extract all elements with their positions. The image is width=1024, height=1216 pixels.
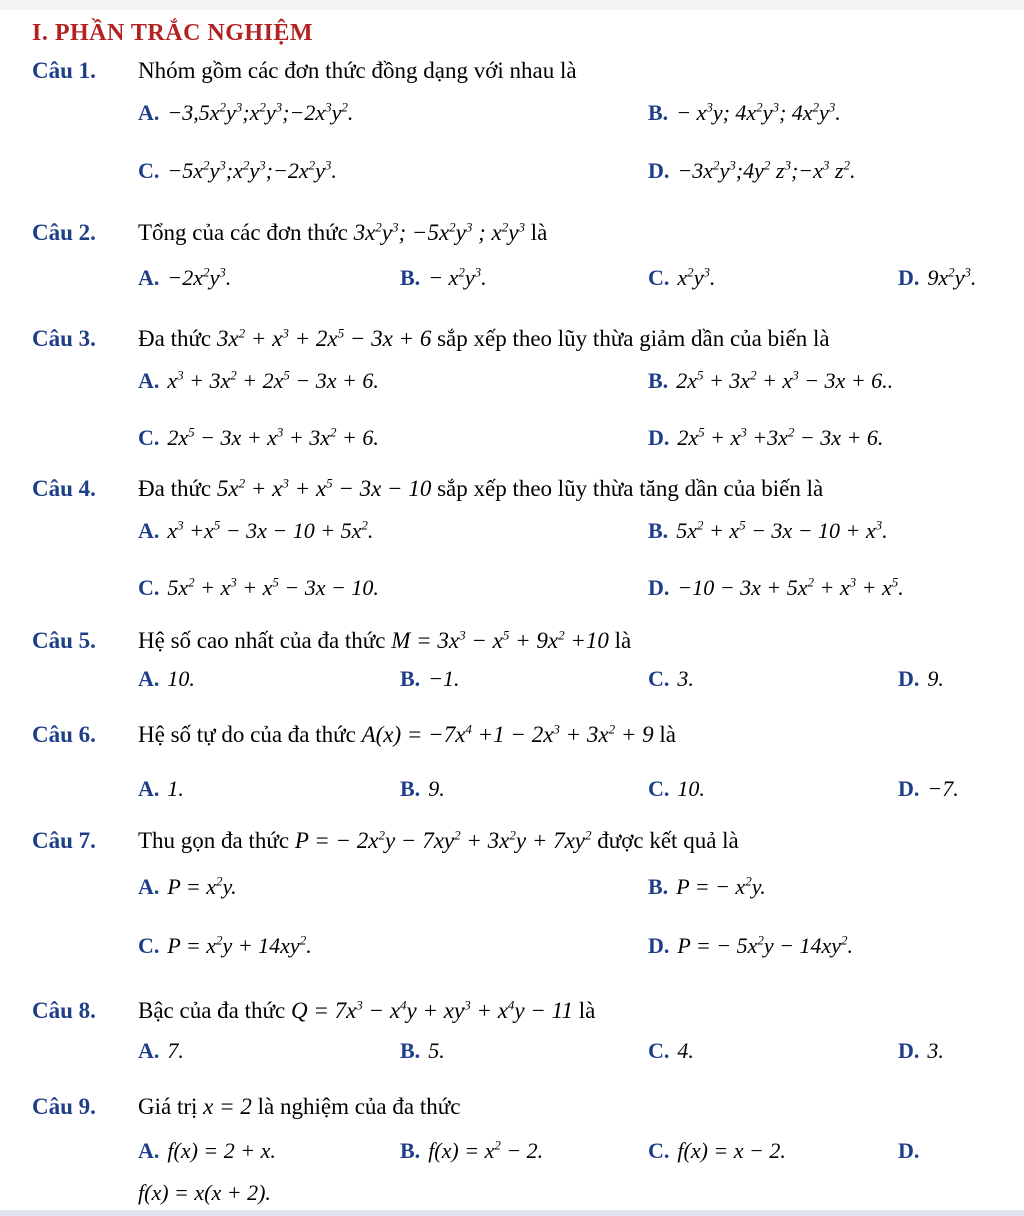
answer-option-a[interactable] bbox=[138, 1038, 184, 1064]
option-letter: C. bbox=[648, 1138, 670, 1163]
section-title: I. PHẦN TRẮC NGHIỆM bbox=[32, 20, 314, 46]
answer-option-b[interactable] bbox=[400, 1138, 543, 1164]
option-content: −1. bbox=[428, 666, 460, 691]
option-content: $P = x^2y$. bbox=[167, 873, 237, 899]
option-letter: B. bbox=[400, 1038, 421, 1063]
option-letter: B. bbox=[400, 1138, 421, 1163]
option-letter: D. bbox=[898, 776, 920, 801]
option-letter: D. bbox=[898, 265, 920, 290]
option-letter: C. bbox=[138, 575, 160, 600]
option-content: 4. bbox=[677, 1038, 694, 1063]
question-text: Bậc của đa thức $Q = 7x^3 - x^4y + xy^3 + x^4y - 11$ là bbox=[138, 997, 596, 1023]
option-letter: C. bbox=[648, 776, 670, 801]
option-content: $-3x^2y^3;4y^2$ $z^3;-x^3$ $z^2$. bbox=[677, 157, 856, 183]
question-number: Câu 8. bbox=[32, 998, 96, 1023]
option-content: −7. bbox=[927, 776, 959, 801]
option-content: 5. bbox=[428, 1038, 445, 1063]
option-letter: D. bbox=[648, 933, 670, 958]
option-content: $P = x^2y + 14xy^2$. bbox=[167, 932, 312, 958]
answer-option-d[interactable] bbox=[898, 265, 976, 291]
answer-option-c[interactable] bbox=[648, 265, 715, 291]
question-text: Giá trị x = 2 là nghiệm của đa thức bbox=[138, 1094, 461, 1119]
option-letter: A. bbox=[138, 1138, 160, 1163]
answer-option-c[interactable] bbox=[138, 158, 337, 184]
option-content: $x^2y^3$. bbox=[677, 264, 716, 290]
bottom-edge-strip bbox=[0, 1210, 1024, 1216]
option-content: $2x^5 + x^3 +3x^2 - 3x + 6$. bbox=[677, 424, 884, 450]
answer-option-b[interactable] bbox=[648, 874, 766, 900]
question-number: Câu 9. bbox=[32, 1094, 96, 1119]
answer-option-d[interactable] bbox=[648, 425, 883, 451]
answer-option-b[interactable] bbox=[648, 100, 841, 126]
option-content: $2x^5 - 3x + x^3 + 3x^2 + 6$. bbox=[167, 424, 379, 450]
option-letter: D. bbox=[648, 425, 670, 450]
answer-option-d[interactable] bbox=[898, 666, 944, 692]
answer-option-a[interactable] bbox=[138, 518, 373, 544]
answer-option-a[interactable] bbox=[138, 265, 231, 291]
question-number: Câu 5. bbox=[32, 628, 96, 653]
option-letter: B. bbox=[648, 874, 669, 899]
answer-option-a[interactable] bbox=[138, 776, 184, 802]
option-content: $9x^2y^3$. bbox=[927, 264, 977, 290]
option-content: $-3,5x^2y^3;x^2y^3;-2x^3y^2$. bbox=[167, 99, 354, 125]
option-letter: A. bbox=[138, 776, 160, 801]
option-content: $f(x) = x^2 - 2$. bbox=[428, 1137, 544, 1163]
option-content: 3. bbox=[927, 1038, 944, 1063]
option-content: f(x) = x − 2. bbox=[677, 1138, 786, 1163]
question-text: Đa thức $5x^2 + x^3 + x^5 - 3x - 10$ sắp xếp theo lũy thừa tăng dần của biến là bbox=[138, 475, 824, 501]
top-edge-strip bbox=[0, 0, 1024, 10]
answer-option-b[interactable] bbox=[400, 1038, 445, 1064]
question-text: Nhóm gồm các đơn thức đồng dạng với nhau là bbox=[138, 58, 577, 83]
option-letter: B. bbox=[648, 100, 669, 125]
answer-option-a[interactable] bbox=[138, 874, 237, 900]
question-number: Câu 4. bbox=[32, 476, 96, 501]
option-letter: D. bbox=[648, 158, 670, 183]
answer-option-c[interactable] bbox=[648, 1138, 786, 1164]
question-text: Hệ số tự do của đa thức $A(x) = -7x^4 +1 - 2x^3 + 3x^2 + 9$ là bbox=[138, 721, 677, 747]
option-content: 3. bbox=[677, 666, 694, 691]
option-content: 9. bbox=[428, 776, 445, 801]
answer-option-b[interactable] bbox=[648, 518, 888, 544]
answer-option-d[interactable] bbox=[648, 158, 855, 184]
answer-option-b[interactable] bbox=[400, 265, 487, 291]
option-letter: C. bbox=[138, 158, 160, 183]
answer-option-b[interactable] bbox=[400, 776, 445, 802]
option-letter: A. bbox=[138, 1038, 160, 1063]
answer-option-a[interactable] bbox=[138, 1138, 276, 1164]
option-content: f(x) = 2 + x. bbox=[167, 1138, 276, 1163]
option-content: $-10 - 3x + 5x^2 + x^3 + x^5$. bbox=[677, 574, 904, 600]
option-letter: B. bbox=[400, 776, 421, 801]
option-letter: C. bbox=[138, 933, 160, 958]
option-letter: D. bbox=[648, 575, 670, 600]
question-number: Câu 7. bbox=[32, 828, 96, 853]
option-content: $5x^2 + x^3 + x^5 - 3x - 10$. bbox=[167, 574, 379, 600]
option-letter: A. bbox=[138, 368, 160, 393]
question-number: Câu 1. bbox=[32, 58, 96, 83]
option-letter: C. bbox=[648, 1038, 670, 1063]
answer-option-a[interactable] bbox=[138, 100, 353, 126]
option-content: $-5x^2y^3;x^2y^3;-2x^2y^3$. bbox=[167, 157, 337, 183]
answer-option-d[interactable] bbox=[648, 933, 853, 959]
answer-option-c[interactable] bbox=[648, 1038, 694, 1064]
answer-option-d-content[interactable]: f(x) = x(x + 2). bbox=[138, 1180, 271, 1205]
option-content: 10. bbox=[167, 666, 195, 691]
option-content: P = − $5x^2y - 14xy^2$. bbox=[677, 932, 854, 958]
question-number: Câu 3. bbox=[32, 326, 96, 351]
option-letter: B. bbox=[648, 518, 669, 543]
option-letter: A. bbox=[138, 874, 160, 899]
question-text: Đa thức $3x^2 + x^3 + 2x^5 - 3x + 6$ sắp xếp theo lũy thừa giảm dần của biến là bbox=[138, 325, 830, 351]
option-content: − $x^3y$; $4x^2y^3$; $4x^2y^3$. bbox=[676, 99, 841, 125]
option-letter: D. bbox=[898, 1138, 920, 1163]
option-letter: A. bbox=[138, 518, 160, 543]
option-letter: C. bbox=[648, 666, 670, 691]
option-content: − $x^2y^3$. bbox=[428, 264, 487, 290]
option-letter: C. bbox=[138, 425, 160, 450]
answer-option-c[interactable] bbox=[138, 425, 379, 451]
question-text: Tổng của các đơn thức $3x^2y^3$; $-5x^2y^3$ ; $x^2y^3$ là bbox=[138, 219, 548, 245]
answer-option-d[interactable] bbox=[898, 1138, 927, 1164]
question-text: Hệ số cao nhất của đa thức $M = 3x^3 - x^5 + 9x^2 +10$ là bbox=[138, 627, 632, 653]
answer-option-d[interactable] bbox=[898, 1038, 944, 1064]
answer-option-d[interactable] bbox=[648, 575, 904, 601]
option-content: $-2x^2y^3$. bbox=[167, 264, 232, 290]
option-letter: D. bbox=[898, 1038, 920, 1063]
option-letter: B. bbox=[648, 368, 669, 393]
option-letter: B. bbox=[400, 265, 421, 290]
answer-option-b[interactable] bbox=[400, 666, 460, 692]
option-letter: A. bbox=[138, 265, 160, 290]
option-content: $x^3 + 3x^2 + 2x^5 - 3x + 6$. bbox=[167, 367, 379, 393]
answer-option-d[interactable] bbox=[898, 776, 959, 802]
answer-option-a[interactable] bbox=[138, 368, 379, 394]
option-letter: A. bbox=[138, 100, 160, 125]
option-content: 1. bbox=[167, 776, 184, 801]
option-content: 7. bbox=[167, 1038, 184, 1063]
question-text: Thu gọn đa thức P = − $2x^2y - 7xy^2 + 3x^2y + 7xy^2$ được kết quả là bbox=[138, 827, 739, 853]
option-content: $5x^2 + x^5 - 3x - 10 + x^3$. bbox=[676, 517, 888, 543]
answer-option-c[interactable] bbox=[648, 666, 694, 692]
answer-option-b[interactable] bbox=[648, 368, 893, 394]
option-content: $x^3 +x^5 - 3x - 10 + 5x^2$. bbox=[167, 517, 374, 543]
option-letter: D. bbox=[898, 666, 920, 691]
answer-option-c[interactable] bbox=[648, 776, 705, 802]
option-letter: B. bbox=[400, 666, 421, 691]
option-content: $2x^5 + 3x^2 + x^3 - 3x + 6$.. bbox=[676, 367, 894, 393]
option-letter: C. bbox=[648, 265, 670, 290]
answer-option-c[interactable] bbox=[138, 933, 312, 959]
option-letter: A. bbox=[138, 666, 160, 691]
answer-option-a[interactable] bbox=[138, 666, 195, 692]
option-content: 9. bbox=[927, 666, 944, 691]
option-content: P = − $x^2y$. bbox=[676, 873, 766, 899]
question-number: Câu 2. bbox=[32, 220, 96, 245]
answer-option-c[interactable] bbox=[138, 575, 379, 601]
question-number: Câu 6. bbox=[32, 722, 96, 747]
option-content: 10. bbox=[677, 776, 705, 801]
